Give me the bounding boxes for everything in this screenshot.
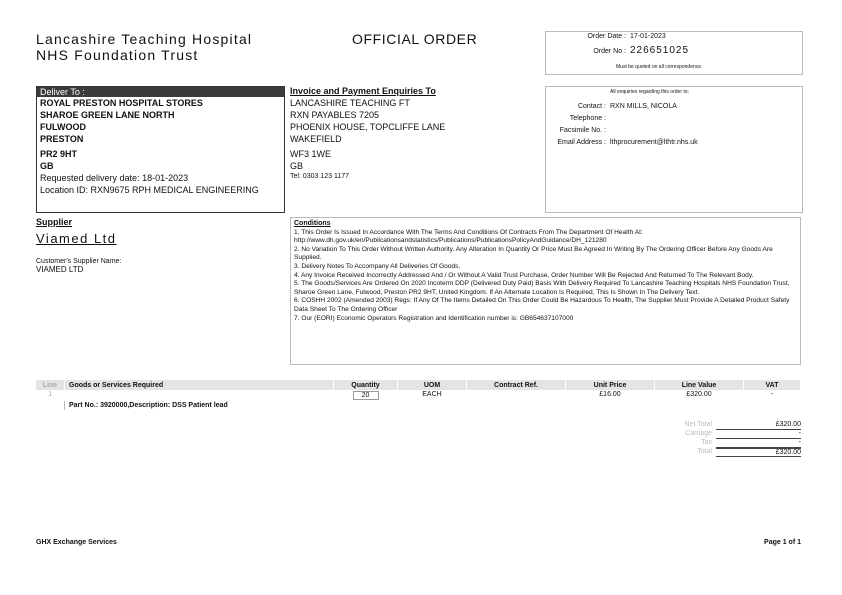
email-value: lthprocurement@lthtr.nhs.uk — [610, 139, 698, 146]
deliver-to-title: Deliver To : — [37, 87, 284, 97]
col-unit-price: Unit Price — [566, 380, 655, 390]
trust-name — [36, 31, 252, 63]
invoice-tel: Tel: 0303 123 1177 — [290, 173, 350, 180]
deliver-line: PRESTON — [40, 134, 84, 144]
email-label: Email Address : — [557, 139, 606, 146]
invoice-line: RXN PAYABLES 7205 — [290, 110, 380, 120]
total-label: Total — [697, 448, 712, 455]
cell-uom: EACH — [422, 391, 442, 398]
quote-note: Must be quoted on all correspondence. — [616, 64, 703, 70]
conditions-box — [290, 217, 801, 365]
col-line: Line — [36, 380, 65, 390]
cell-vat: - — [770, 391, 774, 398]
cell-line-value: £320.00 — [686, 391, 712, 398]
col-uom: UOM — [398, 380, 467, 390]
order-info-box — [545, 31, 803, 75]
carriage-label: Carriage — [685, 430, 712, 437]
order-no-label: Order No : — [593, 48, 626, 55]
trust-name-line2: NHS Foundation Trust — [36, 47, 199, 63]
document-title: OFFICIAL ORDER — [352, 31, 478, 47]
carriage: - — [716, 430, 801, 439]
table-row-part — [36, 401, 801, 410]
net-total: £320.00 — [716, 421, 801, 430]
condition-item: 4. Any Invoice Received Incorrectly Addressed And / Or Without A Valid Trust Purchase, Order Number Will Be Rejected And Returned To The Relevant Body. — [294, 271, 754, 279]
grand-total: £320.00 — [716, 448, 801, 457]
col-goods: Goods or Services Required — [65, 380, 334, 390]
col-line-value: Line Value — [655, 380, 744, 390]
page-number: Page 1 of 1 — [764, 539, 801, 546]
net-total-label: Net Total — [684, 421, 712, 428]
cell-goods — [65, 390, 334, 401]
invoice-line: WAKEFIELD — [290, 134, 342, 144]
invoice-line: WF3 1WE — [290, 149, 332, 159]
col-quantity: Quantity — [334, 380, 398, 390]
part-description: Part No.: 3920000,Description: DSS Patient lead — [69, 402, 228, 409]
deliver-line: GB — [40, 161, 54, 171]
condition-item: 2. No Variation To This Order Without Written Authority. Any Alteration In Quantity Or Price Must Be Agreed In Writing By The Ordering Officer Before Any Goods Are Supplied. — [294, 245, 773, 262]
contact-label: Contact : — [577, 103, 606, 110]
cell-unit-price: £16.00 — [599, 391, 621, 398]
tax: - — [716, 439, 801, 448]
condition-item: 5. The Goods/Services Are Ordered On 2020 Incoterm DDP (Delivered Duty Paid) Basis With Delivery Required To Lancashire Teaching Hospitals NHS Foundation Trust, Sharoe Green Lane, Fulwood, Preston PR2 9HT, United Kingdom. If An Alternate Location Is Required, This Is Shown In The Delivery Text. — [294, 280, 790, 296]
items-table — [36, 380, 801, 410]
deliver-line: PR2 9HT — [40, 149, 78, 159]
condition-item: 6. COSHH 2002 (Amended 2003) Regs: If Any Of The Items Detailed On This Order Could Be Hazardous To Health, The Supplier Must Provide A Detailed Product Safety Data Sheet To The Ordering Officer — [294, 297, 790, 313]
invoice-line: PHOENIX HOUSE, TOPCLIFFE LANE — [290, 122, 446, 132]
order-date: 17-01-2023 — [630, 33, 666, 40]
condition-item: 1. This Order Is Issued In Accordance With The Terms And Conditions Of Contracts From The Department Of Health At: http://www.dh.gov.uk/en/Publicationsandstatistics/Publications/PublicationsPolicyAndGuidance/DH_121280 — [294, 228, 643, 245]
condition-item: 7. Our (EORI) Economic Operators Registration and Identification number is: GB654637107000 — [294, 314, 574, 322]
totals-box — [650, 421, 801, 457]
cell-contract — [467, 390, 566, 401]
trust-name-line1: Lancashire Teaching Hospital — [36, 31, 253, 47]
customer-supplier-name: VIAMED LTD — [36, 265, 84, 274]
invoice-title: Invoice and Payment Enquiries To — [290, 86, 436, 96]
cell-quantity: 20 — [353, 391, 379, 400]
fax-label: Facsimile No. : — [559, 127, 606, 134]
conditions-title: Conditions — [294, 220, 331, 227]
table-row — [36, 390, 801, 401]
deliver-to-box — [36, 86, 285, 213]
invoice-line: GB — [290, 161, 304, 171]
deliver-line: SHAROE GREEN LANE NORTH — [40, 110, 175, 120]
cell-line: 1 — [48, 391, 53, 398]
deliver-line: ROYAL PRESTON HOSPITAL STORES — [40, 98, 203, 108]
invoice-section — [290, 86, 540, 180]
condition-item: 3. Delivery Notes To Accompany All Deliveries Of Goods. — [294, 262, 461, 270]
tax-label: Tax — [701, 439, 712, 446]
order-number: 226651025 — [630, 45, 690, 56]
footer-left: GHX Exchange Services — [36, 539, 117, 546]
supplier-name: Viamed Ltd — [36, 231, 117, 246]
customer-supplier-label: Customer's Supplier Name: — [36, 258, 122, 265]
order-date-label: Order Date : — [587, 33, 626, 40]
contact-value: RXN MILLS, NICOLA — [610, 103, 677, 110]
enquiries-title: All enquiries regarding this order to: — [610, 89, 689, 95]
telephone-label: Telephone : — [569, 115, 606, 122]
supplier-section — [36, 217, 283, 274]
requested-delivery-date: Requested delivery date: 18-01-2023 — [40, 173, 189, 183]
supplier-title: Supplier — [36, 217, 73, 227]
location-id: Location ID: RXN9675 RPH MEDICAL ENGINEERING — [40, 185, 259, 195]
col-vat: VAT — [744, 380, 801, 390]
invoice-line: LANCASHIRE TEACHING FT — [290, 98, 410, 108]
col-contract-ref: Contract Ref. — [467, 380, 566, 390]
deliver-line: FULWOOD — [40, 122, 86, 132]
table-header-row — [36, 380, 801, 390]
enquiries-box — [545, 86, 803, 213]
